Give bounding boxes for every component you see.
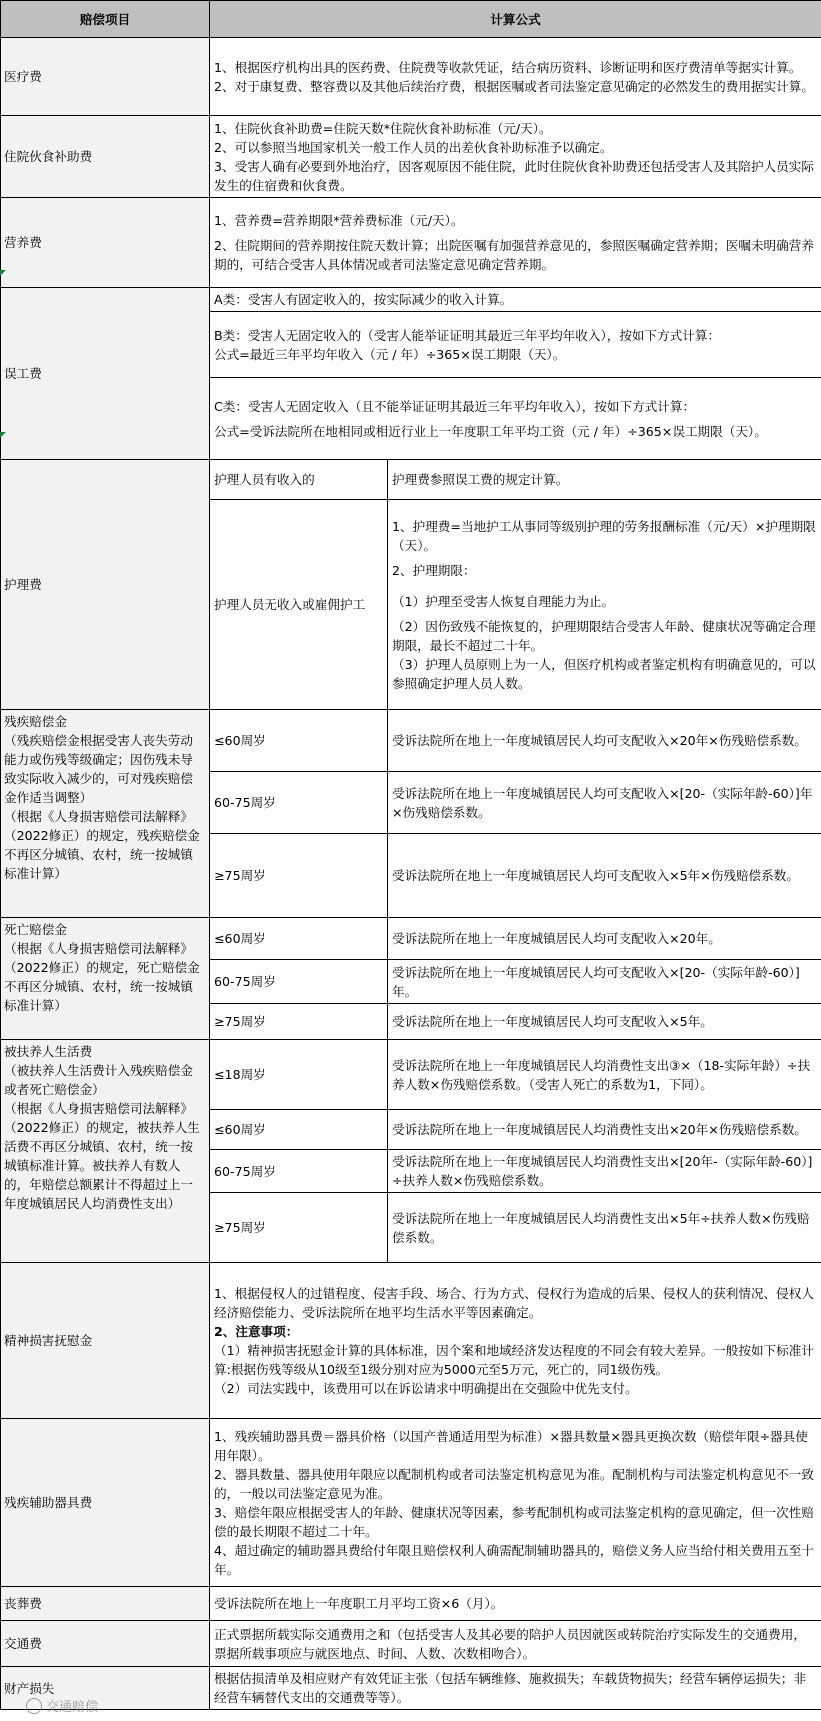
table-row — [1, 1040, 821, 1110]
item-note: （根据《人身损害赔偿司法解释》（2022修正）的规定，残疾赔偿金不再区分城镇、农村，统一按城镇标准计算） — [4, 809, 200, 881]
formula-medical — [210, 38, 821, 116]
formula-line: 3、赔偿年限应根据受害人的年龄、健康状况等因素，参考配制机构或司法鉴定机构的意见确定，但一次性赔偿的最长期限不超过二十年。 — [214, 1504, 814, 1539]
age-cell: ≥75周岁 — [210, 1004, 388, 1040]
nursing-label-income: 护理人员有收入的 — [210, 460, 388, 500]
formula-line: 2、护理期限： — [392, 562, 476, 578]
header-formula-cell: 计算公式 — [210, 1, 821, 38]
formula-line: 2、器具数量、器具使用年限应以配制机构或者司法鉴定机构意见为准。配制机构与司法鉴定机构意见不一致的，一般以司法鉴定意见为准。 — [214, 1466, 814, 1501]
formula-cell: 受诉法院所在地上一年度城镇居民人均消费性支出×[20年-（实际年龄-60）]÷扶养人数×伤残赔偿系数。 — [388, 1150, 821, 1193]
cell-marker-icon — [0, 270, 6, 276]
age-cell: 60-75周岁 — [210, 960, 388, 1004]
formula-line: 2、住院期间的营养期按住院天数计算；出院医嘱有加强营养意见的，参照医嘱确定营养期；医嘱未明确营养期的，可结合受害人具体情况或者司法鉴定意见确定营养期。 — [214, 238, 814, 272]
item-traffic: 交通费 — [1, 1621, 210, 1667]
formula-mental — [210, 1263, 821, 1419]
table-row — [1, 198, 821, 288]
item-lost-work: 误工费 — [1, 288, 210, 460]
formula-line: （2）司法实践中，该费用可以在诉讼请求中明确提出在交强险中优先支付。 — [214, 1380, 638, 1396]
watermark-logo-icon — [26, 1698, 42, 1714]
formula-line: 1、根据侵权人的过错程度、侵害手段、场合、行为方式、侵权行为造成的后果、侵权人的获利情况、侵权人经济赔偿能力、受诉法院所在地平均生活水平等因素确定。 — [214, 1285, 814, 1320]
formula-line: 1、护理费=当地护工从事同等级别护理的劳务报酬标准（元/天）×护理期限（天）。 — [392, 518, 816, 553]
table-row — [1, 1419, 821, 1587]
item-disability — [1, 710, 210, 918]
item-note: （根据《人身损害赔偿司法解释》（2022修正）的规定，死亡赔偿金不再区分城镇、农村，统一按城镇标准计算） — [4, 941, 200, 1013]
formula-cell: 受诉法院所在地上一年度城镇居民人均可支配收入×5年。 — [388, 1004, 821, 1040]
item-meal: 住院伙食补助费 — [1, 116, 210, 198]
item-note: （被扶养人生活费计入残疾赔偿金或者死亡赔偿金） — [4, 1063, 193, 1097]
formula-line: 1、住院伙食补助费=住院天数*住院伙食补助标准（元/天）。 — [214, 120, 552, 136]
item-title: 死亡赔偿金 — [4, 922, 67, 937]
formula-cell: 受诉法院所在地上一年度城镇居民人均消费性支出③×（18-实际年龄）÷扶养人数×伤残赔偿系数。（受害人死亡的系数为1，下同）。 — [388, 1040, 821, 1110]
formula-property: 根据估损清单及相应财产有效凭证主张（包括车辆维修、施救损失；车载货物损失；经营车辆停运损失；非经营车辆替代支出的交通费等等）。 — [210, 1667, 821, 1710]
table-row — [1, 1621, 821, 1667]
formula-funeral: 受诉法院所在地上一年度职工月平均工资×6（月）。 — [210, 1587, 821, 1621]
item-title: 被扶养人生活费 — [4, 1044, 93, 1059]
age-cell: ≥75周岁 — [210, 1193, 388, 1263]
formula-lost-work-a: A类：受害人有固定收入的，按实际减少的收入计算。 — [210, 288, 821, 312]
formula-line: （3）护理人员原则上为一人，但医疗机构或者鉴定机构有明确意见的，可以参照确定护理人员人数。 — [392, 656, 816, 691]
formula-line: 1、营养费=营养期限*营养费标准（元/天）。 — [214, 213, 464, 228]
formula-cell: 受诉法院所在地上一年度城镇居民人均消费性支出×5年÷扶养人数×伤残赔偿系数。 — [388, 1193, 821, 1263]
table-row — [1, 710, 821, 772]
item-note: （残疾赔偿金根据受害人丧失劳动能力或伤残等级确定；因伤残未导致实际收入减少的，可对残疾赔偿金作适当调整） — [4, 733, 193, 805]
formula-cell: 受诉法院所在地上一年度城镇居民人均可支配收入×[20-（实际年龄-60）]年×伤残赔偿系数。 — [388, 772, 821, 834]
formula-line: 2、对于康复费、整容费以及其他后续治疗费，根据医嘱或者司法鉴定意见确定的必然发生的费用据实计算。 — [214, 78, 814, 94]
item-death — [1, 918, 210, 1040]
formula-line: 3、受害人确有必要到外地治疗，因客观原因不能住院，此时住院伙食补助费还包括受害人及其陪护人员实际发生的住宿费和伙食费。 — [214, 158, 814, 193]
watermark — [26, 1696, 98, 1715]
formula-cell: 受诉法院所在地上一年度城镇居民人均可支配收入×5年×伤残赔偿系数。 — [388, 834, 821, 918]
item-nutrition: 营养费 — [1, 198, 210, 288]
table-row — [1, 288, 821, 312]
item-medical: 医疗费 — [1, 38, 210, 116]
nursing-formula-income: 护理费参照误工费的规定计算。 — [388, 460, 821, 500]
age-cell: ≤18周岁 — [210, 1040, 388, 1110]
table-row — [1, 1587, 821, 1621]
age-cell: ≤60周岁 — [210, 918, 388, 960]
nursing-label-no-income: 护理人员无收入或雇佣护工 — [210, 500, 388, 710]
table-row — [1, 116, 821, 198]
formula-line: 1、残疾辅助器具费＝器具价格（以国产普通适用型为标准）×器具数量×器具更换次数（赔偿年限÷器具使用年限）。 — [214, 1428, 808, 1463]
age-cell: ≤60周岁 — [210, 1110, 388, 1150]
formula-line: 公式=受诉法院所在地相同或相近行业上一年度职工年平均工资（元 / 年）÷365×误工期限（天）。 — [214, 423, 767, 439]
table-header-row — [1, 1, 821, 38]
formula-lost-work-b — [210, 312, 821, 378]
item-funeral: 丧葬费 — [1, 1587, 210, 1621]
nursing-formula-no-income — [388, 500, 821, 710]
formula-line: B类：受害人无固定收入的（受害人能举证证明其最近三年平均年收入），按如下方式计算： — [214, 327, 721, 343]
formula-nutrition — [210, 198, 821, 288]
formula-meal — [210, 116, 821, 198]
table-row — [1, 460, 821, 500]
item-property: 财产损失 — [1, 1667, 210, 1710]
item-title: 残疾赔偿金 — [4, 714, 67, 729]
watermark-text: 交通赔偿 — [46, 1700, 99, 1715]
table-row — [1, 918, 821, 960]
formula-line: 4、超过确定的辅助器具费给付年限且赔偿权利人确需配制辅助器具的，赔偿义务人应当给付相关费用五至十年。 — [214, 1542, 814, 1577]
formula-line: （1）护理至受害人恢复自理能力为止。 — [392, 593, 615, 609]
age-cell: ≥75周岁 — [210, 834, 388, 918]
formula-cell: 受诉法院所在地上一年度城镇居民人均可支配收入×[20-（实际年龄-60）]年。 — [388, 960, 821, 1004]
formula-line: （1）精神损害抚慰金计算的具体标准，因个案和地域经济发达程度的不同会有较大差异。一般按如下标准计算:根据伤残等级从10级至1级分别对应为5000元至5万元，死亡的，同1级伤残。 — [214, 1342, 814, 1377]
table-row — [1, 1667, 821, 1710]
formula-line: 2、注意事项： — [214, 1323, 299, 1339]
item-mental: 精神损害抚慰金 — [1, 1263, 210, 1419]
formula-line: 1、根据医疗机构出具的医药费、住院费等收款凭证，结合病历资料、诊断证明和医疗费清单等据实计算。 — [214, 59, 802, 75]
header-item-cell: 赔偿项目 — [1, 1, 210, 38]
formula-line: （2）因伤致残不能恢复的，护理期限结合受害人年龄、健康状况等确定合理期限，最长不超过二十年。 — [392, 618, 816, 653]
formula-lost-work-c — [210, 378, 821, 460]
formula-cell: 受诉法院所在地上一年度城镇居民人均消费性支出×20年×伤残赔偿系数。 — [388, 1110, 821, 1150]
age-cell: ≤60周岁 — [210, 710, 388, 772]
age-cell: 60-75周岁 — [210, 772, 388, 834]
formula-line: 2、可以参照当地国家机关一般工作人员的出差伙食补助标准予以确定。 — [214, 139, 613, 155]
table-row — [1, 38, 821, 116]
item-nursing: 护理费 — [1, 460, 210, 710]
item-dependent — [1, 1040, 210, 1263]
formula-line: C类：受害人无固定收入（且不能举证证明其最近三年平均年收入），按如下方式计算： — [214, 398, 696, 414]
formula-cell: 受诉法院所在地上一年度城镇居民人均可支配收入×20年×伤残赔偿系数。 — [388, 710, 821, 772]
age-cell: 60-75周岁 — [210, 1150, 388, 1193]
formula-device — [210, 1419, 821, 1587]
formula-traffic: 正式票据所载实际交通费用之和（包括受害人及其必要的陪护人员因就医或转院治疗实际发生的交通费用，票据所载事项应与就医地点、时间、人数、次数相吻合）。 — [210, 1621, 821, 1667]
item-device: 残疾辅助器具费 — [1, 1419, 210, 1587]
cell-marker-icon — [0, 432, 6, 438]
item-note: （根据《人身损害赔偿司法解释》（2022修正）的规定，被扶养人生活费不再区分城镇、农村，统一按城镇标准计算。被扶养人有数人的，年赔偿总额累计不得超过上一年度城镇居民人均消费性支出） — [4, 1101, 200, 1211]
formula-line: 公式=最近三年平均年收入（元 / 年）÷365×误工期限（天）。 — [214, 346, 566, 362]
formula-cell: 受诉法院所在地上一年度城镇居民人均可支配收入×20年。 — [388, 918, 821, 960]
table-row — [1, 1263, 821, 1419]
